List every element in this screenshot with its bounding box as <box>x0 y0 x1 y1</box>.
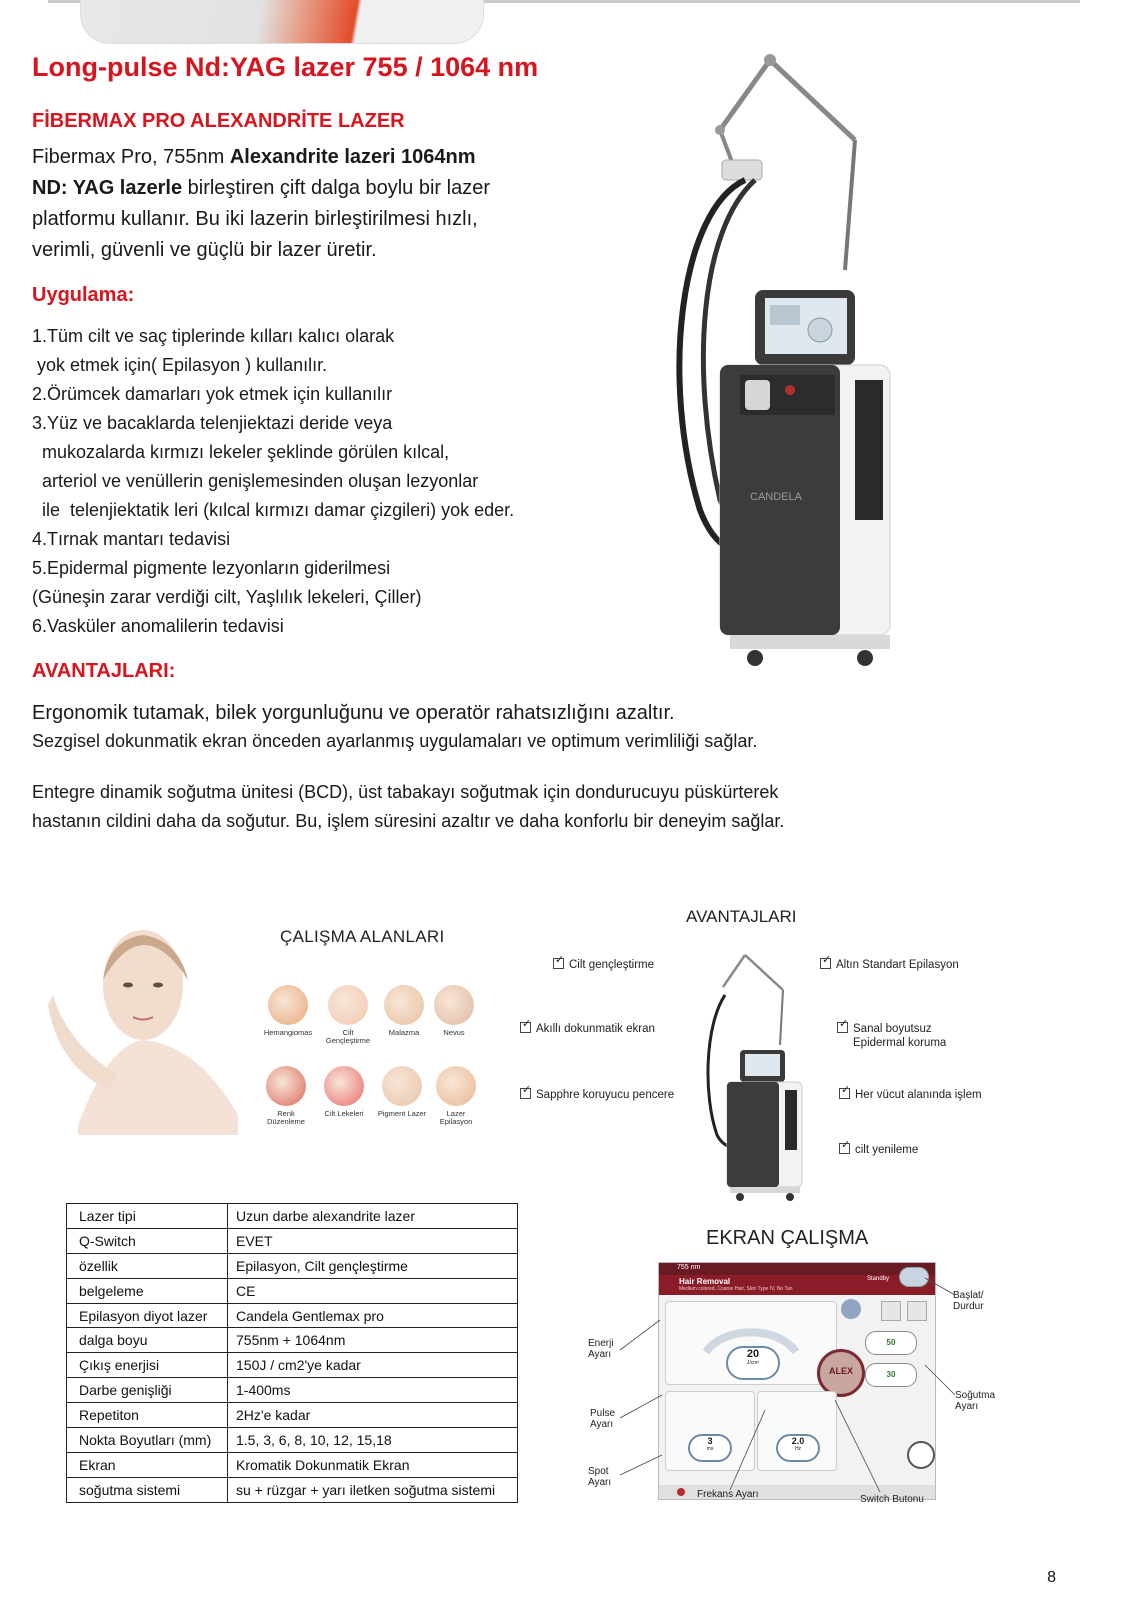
work-area-label: Malazma <box>388 1028 420 1037</box>
intro-text: birleştiren çift dalga boylu bir lazer <box>182 177 490 199</box>
advantage-text: Sezgisel dokunmatik ekran önceden ayarlanmış uygulamaları ve optimum verimliliği sağlar. <box>32 731 758 751</box>
check-label: Cilt gençleştirme <box>569 959 654 971</box>
spec-value: 1-400ms <box>228 1378 518 1403</box>
spec-value: EVET <box>228 1228 518 1253</box>
avantajlar-heading: AVANTAJLARI: <box>32 660 176 682</box>
spec-row <box>67 1253 518 1278</box>
laser-device-image <box>660 30 960 680</box>
callout-lines <box>580 1270 1000 1510</box>
spec-row <box>67 1303 518 1328</box>
uygulama-heading: Uygulama: <box>32 284 135 306</box>
work-area-item <box>262 985 314 1037</box>
callout-enerji: Enerji Ayarı <box>588 1338 614 1360</box>
avantajlari-title: AVANTAJLARI <box>686 907 797 926</box>
callout-baslat: Başlat/ Durdur <box>953 1290 984 1312</box>
spec-row <box>67 1228 518 1253</box>
spec-key: Lazer tipi <box>67 1204 228 1229</box>
advantage-line: hastanın cildini daha da soğutur. Bu, işlem süresini azaltır ve daha konforlu bir deneyim sağlar. <box>32 811 785 831</box>
work-area-label: Nevus <box>443 1028 465 1037</box>
work-area-photo <box>436 1066 476 1106</box>
work-area-item <box>378 985 430 1037</box>
ekran-title: EKRAN ÇALIŞMA <box>706 1227 869 1249</box>
work-area-item <box>428 985 480 1037</box>
spec-key: Darbe genişliği <box>67 1378 228 1403</box>
spec-value: Uzun darbe alexandrite lazer <box>228 1204 518 1229</box>
intro-text: Fibermax Pro, 755nm <box>32 146 230 168</box>
check-item <box>839 1142 918 1157</box>
header-tab-decoration <box>80 0 484 44</box>
spec-row <box>67 1204 518 1229</box>
spec-row <box>67 1452 518 1477</box>
checkbox-icon <box>553 958 564 969</box>
spec-row <box>67 1477 518 1502</box>
spec-key: belgeleme <box>67 1278 228 1303</box>
work-area-label: Pigment Lazer <box>377 1109 427 1118</box>
spec-value: 2Hz'e kadar <box>228 1403 518 1428</box>
spec-value: Kromatik Dokunmatik Ekran <box>228 1452 518 1477</box>
uygulama-item: yok etmek için( Epilasyon ) kullanılır. <box>32 355 328 375</box>
work-area-photo <box>268 985 308 1025</box>
small-device-image <box>705 945 815 1205</box>
page-number: 8 <box>1047 1569 1056 1586</box>
spec-key: Ekran <box>67 1452 228 1477</box>
spec-key: Q-Switch <box>67 1228 228 1253</box>
work-area-photo <box>266 1066 306 1106</box>
energy-unit: J/cm² <box>746 1360 760 1366</box>
screen-mode-sub: Medium colored, Coarse Hair, Skin Type IV, No Tan <box>679 1286 793 1292</box>
uygulama-item: 6.Vasküler anomalilerin tedavisi <box>32 616 284 636</box>
checkbox-icon <box>520 1022 531 1033</box>
spec-row <box>67 1378 518 1403</box>
uygulama-item: 5.Epidermal pigmente lezyonların giderilmesi <box>32 558 391 578</box>
work-area-label: Cilt Lekeleri <box>324 1109 364 1118</box>
advantage-text <box>32 778 784 836</box>
work-area-item <box>376 1066 428 1118</box>
checkbox-icon <box>520 1088 531 1099</box>
spec-value: 150J / cm2'ye kadar <box>228 1353 518 1378</box>
check-item <box>820 957 959 972</box>
check-item <box>839 1087 982 1102</box>
check-label: Her vücut alanında işlem <box>855 1089 982 1101</box>
checkbox-icon <box>820 958 831 969</box>
page-title: Long-pulse Nd:YAG lazer 755 / 1064 nm <box>32 52 539 82</box>
work-area-label: Lazer Epilasyon <box>439 1109 473 1126</box>
checkbox-icon <box>839 1088 850 1099</box>
frequency-unit: Hz <box>794 1446 802 1452</box>
work-area-photo <box>324 1066 364 1106</box>
intro-bold: Alexandrite lazeri 1064nm <box>229 146 476 168</box>
pulse-value: 3 <box>707 1436 713 1446</box>
energy-value: 20 <box>746 1348 760 1360</box>
spec-row <box>67 1428 518 1453</box>
spec-value: Candela Gentlemax pro <box>228 1303 518 1328</box>
spec-table <box>66 1203 518 1503</box>
spec-key: özellik <box>67 1253 228 1278</box>
intro-bold: ND: YAG lazerle <box>32 177 183 199</box>
check-item <box>553 957 654 972</box>
spec-row <box>67 1353 518 1378</box>
work-area-label: Cilt Gençleştirme <box>325 1028 371 1045</box>
work-area-item <box>318 1066 370 1118</box>
spec-value: su + rüzgar + yarı iletken soğutma sistemi <box>228 1477 518 1502</box>
work-area-photo <box>434 985 474 1025</box>
check-label: Sapphre koruyucu pencere <box>536 1089 675 1101</box>
check-label: Altın Standart Epilasyon <box>836 959 959 971</box>
screen-header-label: 755 nm <box>677 1264 701 1271</box>
alex-switch-button[interactable]: ALEX <box>817 1349 865 1397</box>
work-area-label: Renk Düzenleme <box>267 1109 305 1126</box>
screen-mode: Hair Removal <box>679 1277 731 1286</box>
work-area-item <box>430 1066 482 1126</box>
work-area-photo <box>328 985 368 1025</box>
spec-key: dalga boyu <box>67 1328 228 1353</box>
spec-value: 755nm + 1064nm <box>228 1328 518 1353</box>
intro-paragraph <box>32 142 592 266</box>
check-label: Sanal boyutsuz <box>853 1023 932 1035</box>
check-item <box>837 1021 946 1050</box>
check-label: cilt yenileme <box>855 1144 919 1156</box>
calisma-title: ÇALIŞMA ALANLARI <box>280 927 445 946</box>
work-area-label: Hemangiomas <box>263 1028 313 1037</box>
check-label: Epidermal koruma <box>853 1037 947 1049</box>
spec-value: 1.5, 3, 6, 8, 10, 12, 15,18 <box>228 1428 518 1453</box>
callout-pulse: Pulse Ayarı <box>590 1408 616 1430</box>
spec-key: Çıkış enerjisi <box>67 1353 228 1378</box>
frequency-value: 2.0 <box>791 1436 805 1446</box>
svg-text:CANDELA: CANDELA <box>750 491 802 503</box>
check-item <box>520 1021 655 1036</box>
face-photo <box>48 925 248 1135</box>
uygulama-item: 3.Yüz ve bacaklarda telenjiektazi deride veya <box>32 413 393 433</box>
uygulama-item: arteriol ve venüllerin genişlemesinden oluşan lezyonlar <box>32 471 479 491</box>
spec-row <box>67 1328 518 1353</box>
cooling-value-1[interactable]: 50 <box>865 1331 917 1355</box>
spec-row <box>67 1403 518 1428</box>
uygulama-item: (Güneşin zarar verdiği cilt, Yaşlılık lekeleri, Çiller) <box>32 587 422 607</box>
callout-spot: Spot Ayarı <box>588 1466 612 1488</box>
spec-row <box>67 1278 518 1303</box>
spec-value: Epilasyon, Cilt gençleştirme <box>228 1253 518 1278</box>
callout-switch: Switch Butonu <box>860 1494 924 1505</box>
spec-key: Epilasyon diyot lazer <box>67 1303 228 1328</box>
advantage-line: Entegre dinamik soğutma ünitesi (BCD), üst tabakayı soğutmak için dondurucuyu püskürterek <box>32 782 779 802</box>
pulse-unit: ms <box>706 1446 714 1452</box>
uygulama-item: mukozalarda kırmızı lekeler şeklinde görülen kılcal, <box>32 442 450 462</box>
check-item <box>520 1087 674 1102</box>
spec-key: Nokta Boyutları (mm) <box>67 1428 228 1453</box>
callout-sogutma: Soğutma Ayarı <box>955 1390 996 1412</box>
work-area-item <box>260 1066 312 1126</box>
callout-frekans: Frekans Ayarı <box>697 1489 759 1500</box>
uygulama-item: 4.Tırnak mantarı tedavisi <box>32 529 231 549</box>
screen-standby: Standby <box>867 1276 890 1282</box>
checkbox-icon <box>837 1022 848 1033</box>
uygulama-item: ile telenjiektatik leri (kılcal kırmızı damar çizgileri) yok eder. <box>32 500 515 520</box>
intro-text: platformu kullanır. Bu iki lazerin birleştirilmesi hızlı, <box>32 208 478 230</box>
checkbox-icon <box>839 1143 850 1154</box>
advantage-text: Ergonomik tutamak, bilek yorgunluğunu ve operatör rahatsızlığını azaltır. <box>32 702 675 724</box>
work-area-photo <box>382 1066 422 1106</box>
uygulama-item: 2.Örümcek damarları yok etmek için kullanılır <box>32 384 393 404</box>
spec-key: Repetiton <box>67 1403 228 1428</box>
uygulama-item: 1.Tüm cilt ve saç tiplerinde kılları kalıcı olarak <box>32 326 395 346</box>
work-area-photo <box>384 985 424 1025</box>
cooling-value-2[interactable]: 30 <box>865 1363 917 1387</box>
work-area-item <box>322 985 374 1045</box>
spec-key: soğutma sistemi <box>67 1477 228 1502</box>
uygulama-list <box>32 322 514 641</box>
intro-text: verimli, güvenli ve güçlü bir lazer üretir. <box>32 239 377 261</box>
check-label: Akıllı dokunmatik ekran <box>536 1023 655 1035</box>
product-heading: FİBERMAX PRO ALEXANDRİTE LAZER <box>32 110 405 132</box>
spec-value: CE <box>228 1278 518 1303</box>
